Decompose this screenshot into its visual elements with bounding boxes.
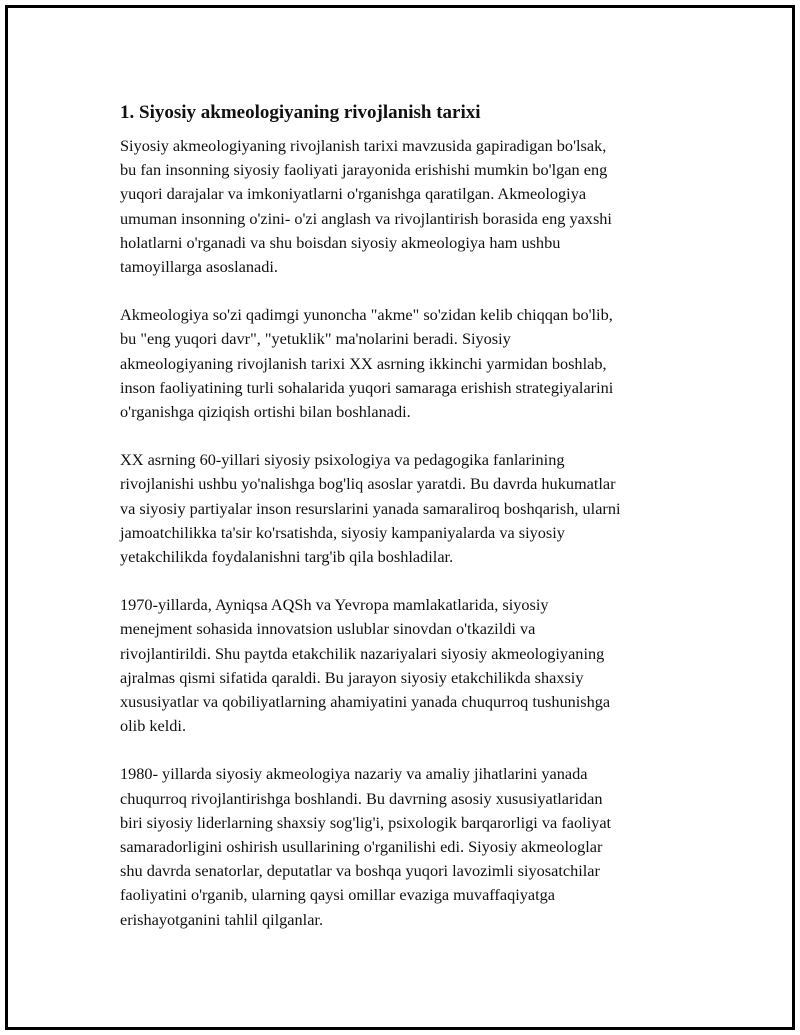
paragraph (120, 448, 695, 569)
paragraph-line: o'rganishga qiziqish ortishi bilan boshlanadi. (120, 402, 411, 422)
paragraph-line: tamoyillarga asoslanadi. (120, 257, 278, 277)
paragraph-line: menejment sohasida innovatsion uslublar sinovdan o'tkazildi va (120, 619, 536, 639)
paragraph-line: shu davrda senatorlar, deputatlar va boshqa yuqori lavozimli siyosatchilar (120, 861, 600, 881)
paragraph-line: XX asrning 60-yillari siyosiy psixologiya va pedagogika fanlarining (120, 450, 565, 470)
page-frame (5, 5, 795, 1030)
paragraph (120, 303, 695, 424)
paragraph-line: inson faoliyatining turli sohalarida yuqori samaraga erishish strategiyalarini (120, 377, 614, 397)
paragraph-line: faoliyatini o'rganib, ularning qaysi omillar evaziga muvaffaqiyatga (120, 885, 556, 905)
paragraph-line: 1970-yillarda, Ayniqsa AQSh va Yevropa mamlakatlarida, siyosiy (120, 595, 549, 615)
paragraph-line: Akmeologiya so'zi qadimgi yunoncha "akme" so'zidan kelib chiqqan bo'lib, (120, 305, 613, 325)
paragraph-line: chuqurroq rivojlantirishga boshlandi. Bu davrning asosiy xususiyatlaridan (120, 788, 603, 808)
paragraph-line: yetakchilikda foydalanishni targ'ib qila boshladilar. (120, 547, 454, 567)
paragraph-line: va siyosiy partiyalar inson resurslarini yanada samaraliroq boshqarish, ularni (120, 498, 621, 518)
paragraph-line: akmeologiyaning rivojlanish tarixi XX asrning ikkinchi yarmidan boshlab, (120, 353, 607, 373)
section-heading: 1. Siyosiy akmeologiyaning rivojlanish tarixi (120, 102, 481, 123)
paragraph-line: bu "eng yuqori davr", "yetuklik" ma'nolarini beradi. Siyosiy (120, 329, 511, 349)
paragraph-line: rivojlanishi ushbu yo'nalishga bog'liq asoslar yaratdi. Bu davrda hukumatlar (120, 474, 616, 494)
paragraph-line: holatlarni o'rganadi va shu boisdan siyosiy akmeologiya ham ushbu (120, 232, 561, 252)
paragraph-list (120, 134, 695, 932)
paragraph-line: samaradorligini oshirish usullarining o'rganilishi edi. Siyosiy akmeologlar (120, 837, 603, 857)
paragraph-line: rivojlantirildi. Shu paytda etakchilik nazariyalari siyosiy akmeologiyaning (120, 643, 605, 663)
paragraph-line: umuman insonning o'zini- o'zi anglash va rivojlantirish borasida eng yaxshi (120, 208, 612, 228)
paragraph-line: biri siyosiy liderlarning shaxsiy sog'lig'i, psixologik barqarorligi va faoliyat (120, 812, 612, 832)
paragraph-line: jamoatchilikka ta'sir ko'rsatishda, siyosiy kampaniyalarda va siyosiy (120, 522, 565, 542)
paragraph-line: olib keldi. (120, 716, 187, 736)
paragraph-line: ajralmas qismi sifatida qaraldi. Bu jarayon siyosiy etakchilikda shaxsiy (120, 667, 584, 687)
paragraph-line: erishayotganini tahlil qilganlar. (120, 909, 324, 929)
paragraph-line: 1980- yillarda siyosiy akmeologiya nazariy va amaliy jihatlarini yanada (120, 764, 588, 784)
paragraph-line: bu fan insonning siyosiy faoliyati jarayonida erishishi mumkin bo'lgan eng (120, 160, 608, 180)
document-body (120, 100, 695, 956)
paragraph-line: xususiyatlar va qobiliyatlarning ahamiyatini yanada chuqurroq tushunishga (120, 692, 611, 712)
paragraph (120, 593, 695, 738)
paragraph-line: yuqori darajalar va imkoniyatlarni o'rganishga qaratilgan. Akmeologiya (120, 184, 587, 204)
paragraph (120, 134, 695, 279)
paragraph-line: Siyosiy akmeologiyaning rivojlanish tarixi mavzusida gapiradigan bo'lsak, (120, 136, 607, 155)
paragraph (120, 762, 695, 931)
